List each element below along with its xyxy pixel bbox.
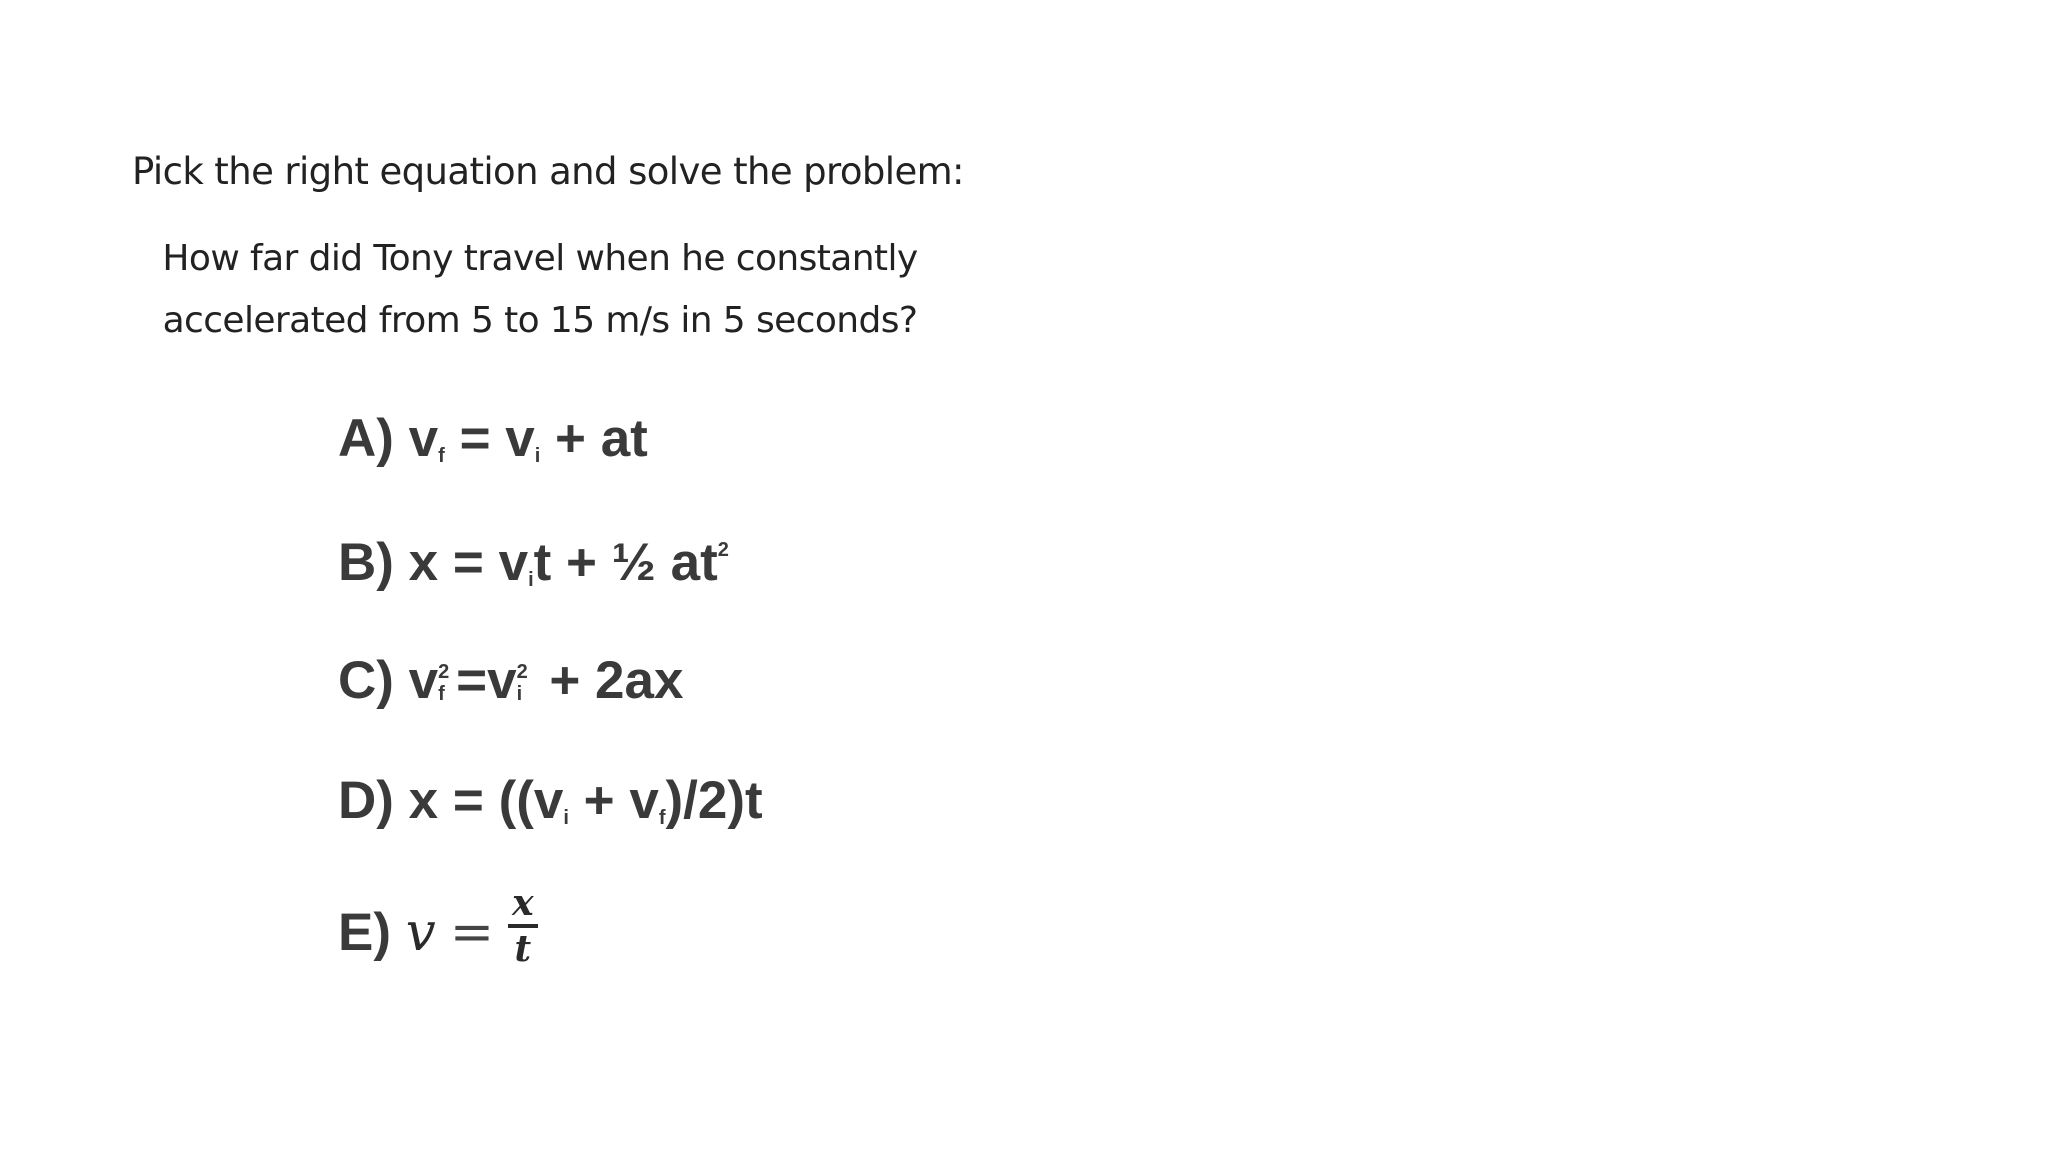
- option-d-open: ((v: [498, 771, 564, 830]
- option-a-vi: $v_i$: [505, 409, 541, 468]
- option-e-numerator: x: [512, 882, 534, 924]
- option-b: [338, 533, 729, 592]
- option-a-tail: + at: [555, 409, 648, 468]
- option-e-fraction: [508, 884, 537, 968]
- option-a: [338, 409, 648, 468]
- option-e: [338, 882, 538, 978]
- option-d-sub-i: i: [563, 807, 569, 829]
- option-b-label: B): [338, 533, 394, 592]
- option-b-mid: t + ½ at: [533, 533, 718, 592]
- option-d-x: x: [408, 771, 439, 830]
- option-d-label: D): [338, 771, 394, 830]
- option-d-equals: =: [452, 771, 484, 830]
- option-a-equals: =: [459, 409, 491, 468]
- option-e-equals: =: [449, 902, 495, 963]
- option-c-tail: + 2ax: [549, 651, 684, 710]
- option-b-equals: =: [452, 533, 484, 592]
- option-b-vi: $v_i$: [498, 533, 534, 592]
- option-c-vf2: v 2 f: [408, 651, 450, 710]
- option-a-label: A): [338, 409, 394, 468]
- question-line-2: accelerated from 5 to 15 m/s in 5 seconds?: [162, 300, 918, 341]
- option-a-vf: $v_f$: [408, 409, 445, 468]
- option-b-x: x: [408, 533, 439, 592]
- option-c-equals: =: [456, 651, 488, 710]
- option-d-sub-f: f: [658, 807, 666, 829]
- option-c-label: C): [338, 651, 394, 710]
- option-b-squared: 2: [717, 539, 729, 561]
- option-e-v: v: [405, 902, 436, 963]
- option-e-label: E): [338, 903, 391, 962]
- question-text: [100, 228, 980, 352]
- question-line-1: How far did Tony travel when he constantly: [162, 238, 918, 279]
- option-e-denominator: t: [514, 928, 532, 970]
- instruction-heading: Pick the right equation and solve the problem:: [132, 150, 964, 193]
- option-c: [338, 651, 684, 710]
- option-d-close: )/2)t: [665, 771, 763, 830]
- option-d: [338, 771, 763, 830]
- option-d-plus: + v: [583, 771, 659, 830]
- option-c-vi2: v 2 i: [487, 651, 528, 710]
